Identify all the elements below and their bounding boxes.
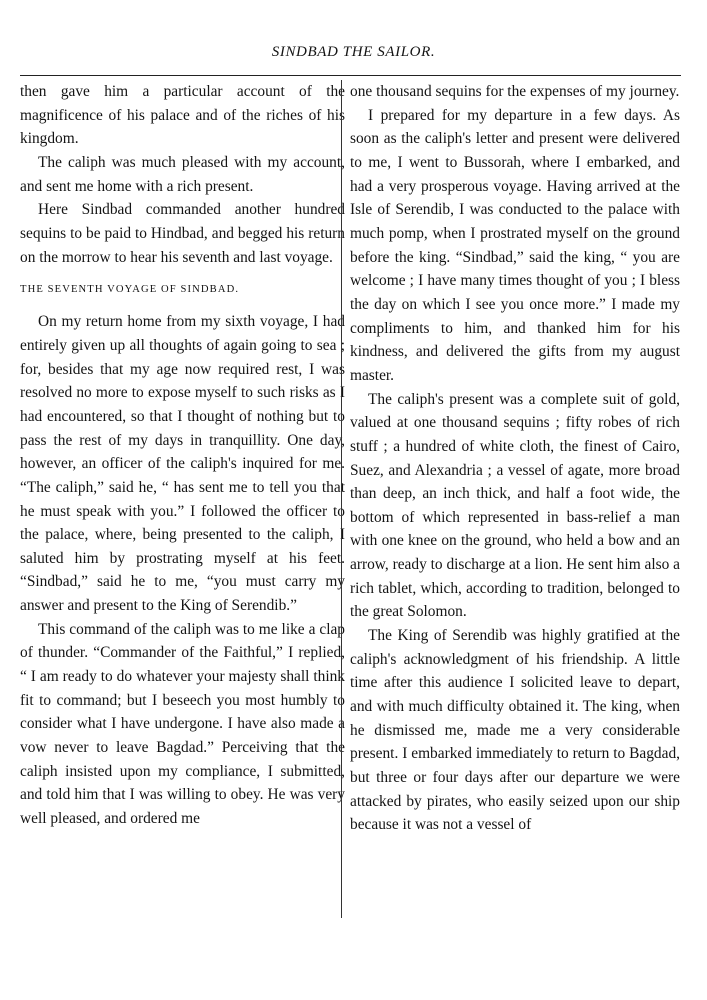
paragraph: Here Sindbad commanded another hundred sequins to be paid to Hindbad, and begged his return on the morrow to hear his seventh and last voyage. <box>20 201 345 266</box>
running-header: SINDBAD THE SAILOR. <box>271 44 436 60</box>
paragraph: The King of Serendib was highly gratified at the caliph's acknowledgment of his friendship. A little time after this audience I solicited leave to depart, and with much difficulty obtained it. The king, when he dismissed me, made me a very considerable present. I embarked immediately to return to Bagdad, but three or four days after our departure we were attacked by pirates, who easily seized upon our ship because it was not a vessel of <box>350 627 680 834</box>
right-column <box>350 80 680 837</box>
paragraph: then gave him a particular account of the magnificence of his palace and of the riches of his kingdom. <box>20 83 345 148</box>
paragraph: The caliph's present was a complete suit of gold, valued at one thousand sequins ; fifty robes of rich stuff ; a hundred of white cloth, the finest of Cairo, Suez, and Alexandria ; a vessel of agate, more broad than deep, an inch thick, and half a foot wide, the bottom of which represented in bass-relief a man with one knee on the ground, who held a bow and an arrow, ready to discharge at a lion. He sent him also a rich tablet, which, according to tradition, belonged to the great Solomon. <box>350 390 680 621</box>
paragraph: This command of the caliph was to me like a clap of thunder. “Commander of the Faithful,” I replied, “ I am ready to do whatever your majesty shall think fit to command; but I beseech you most humbly to consider what I have undergone. I have also made a vow never to leave Bagdad.” Perceiving that the caliph insisted upon my compliance, I submitted, and told him that I was willing to obey. He was very well pleased, and ordered me <box>20 620 345 828</box>
left-column <box>20 80 345 831</box>
paragraph: one thousand sequins for the expenses of my journey. <box>350 83 680 100</box>
paragraph: I prepared for my departure in a few days. As soon as the caliph's letter and present were delivered to me, I went to Bussorah, where I embarked, and had a very prosperous voyage. Having arrived at the Isle of Serendib, I was conducted to the palace with much pomp, when I prostrated myself on the ground before the king. “Sindbad,” said the king, “ you are welcome ; I have many times thought of you ; I bless the day on which I see you once more.” I made my compliments to him, and thanked him for his kindness, and delivered the gifts from my august master. <box>350 106 680 384</box>
paragraph: The caliph was much pleased with my account, and sent me home with a rich present. <box>20 153 345 195</box>
column-divider <box>341 80 342 918</box>
header-rule <box>20 75 681 76</box>
section-heading: THE SEVENTH VOYAGE OF SINDBAD. <box>20 284 240 296</box>
paragraph: On my return home from my sixth voyage, I had entirely given up all thoughts of again going to sea ; for, besides that my age now required rest, I was resolved no more to expose myself to such risks as I had encountered, so that I thought of nothing but to pass the rest of my days in tranquillity. One day, however, an officer of the caliph's inquired for me. “The caliph,” said he, “ has sent me to tell you that he must speak with you.” I followed the officer to the palace, where, being presented to the caliph, I saluted him by prostrating myself at his feet. “Sindbad,” said he to me, “you must carry my answer and present to the King of Serendib.” <box>20 313 345 615</box>
